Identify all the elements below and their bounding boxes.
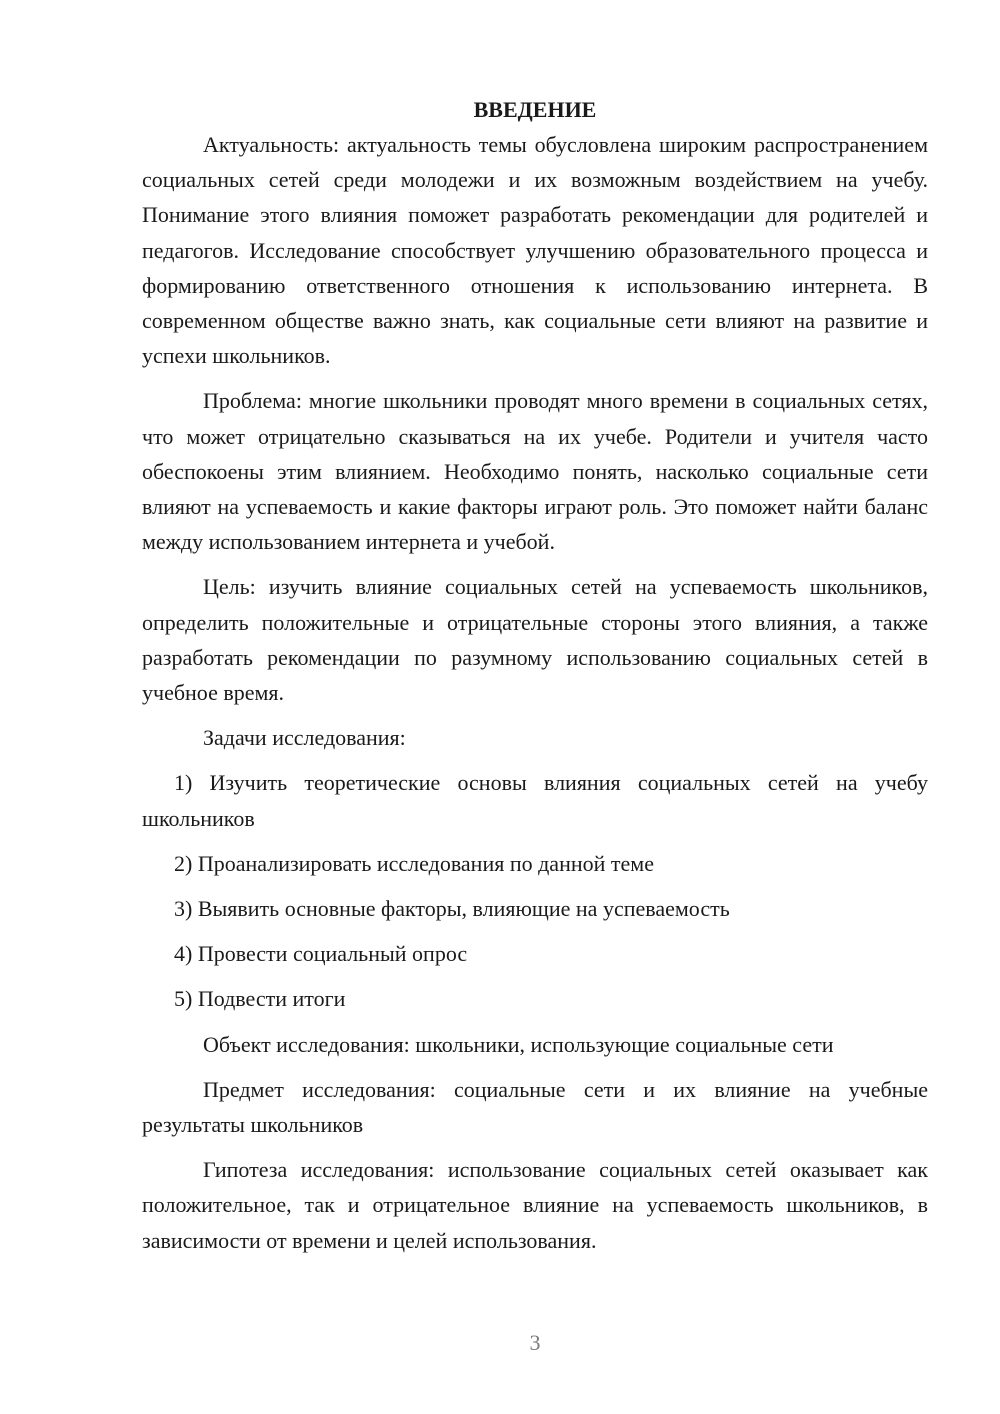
task-item: 5) Подвести итоги xyxy=(174,986,346,1012)
document-page xyxy=(142,92,928,1268)
paragraph-relevance: Актуальность: актуальность темы обусловлена широким распространением социальных сетей среди молодежи и их возможным воздействием на учебу. Понимание этого влияния поможет разработать рекомендации для родителей и педагогов. Исследование способствует улучшению образовательного процесса и формированию ответственного отношения к использованию интернета. В современном обществе важно знать, как социальные сети влияют на развитие и успехи школьников. xyxy=(142,132,928,369)
task-item: 3) Выявить основные факторы, влияющие на успеваемость xyxy=(174,896,730,922)
paragraph-goal: Цель: изучить влияние социальных сетей на успеваемость школьников, определить положительные и отрицательные стороны этого влияния, а также разработать рекомендации по разумному использованию социальных сетей в учебное время. xyxy=(142,574,928,706)
paragraph-subject: Предмет исследования: социальные сети и их влияние на учебные результаты школьников xyxy=(142,1076,928,1138)
page-number: 3 xyxy=(529,1330,541,1355)
task-item: 2) Проанализировать исследования по данной теме xyxy=(174,850,654,876)
paragraph-problem: Проблема: многие школьники проводят много времени в социальных сетях, что может отрицательно сказываться на их учебе. Родители и учителя часто обеспокоены этим влиянием. Необходимо понять, насколько социальные сети влияют на успеваемость и какие факторы играют роль. Это поможет найти баланс между использованием интернета и учебой. xyxy=(142,388,928,555)
page-title: ВВЕДЕНИЕ xyxy=(473,97,597,122)
task-item: 4) Провести социальный опрос xyxy=(174,941,468,967)
paragraph-object: Объект исследования: школьники, использующие социальные сети xyxy=(203,1031,834,1057)
task-item: 1) Изучить теоретические основы влияния социальных сетей на учебу школьников xyxy=(142,770,928,831)
tasks-heading: Задачи исследования: xyxy=(203,725,406,751)
paragraph-hypothesis: Гипотеза исследования: использование социальных сетей оказывает как положительное, так и отрицательное влияние на успеваемость школьников, в зависимости от времени и целей использования. xyxy=(142,1157,928,1253)
